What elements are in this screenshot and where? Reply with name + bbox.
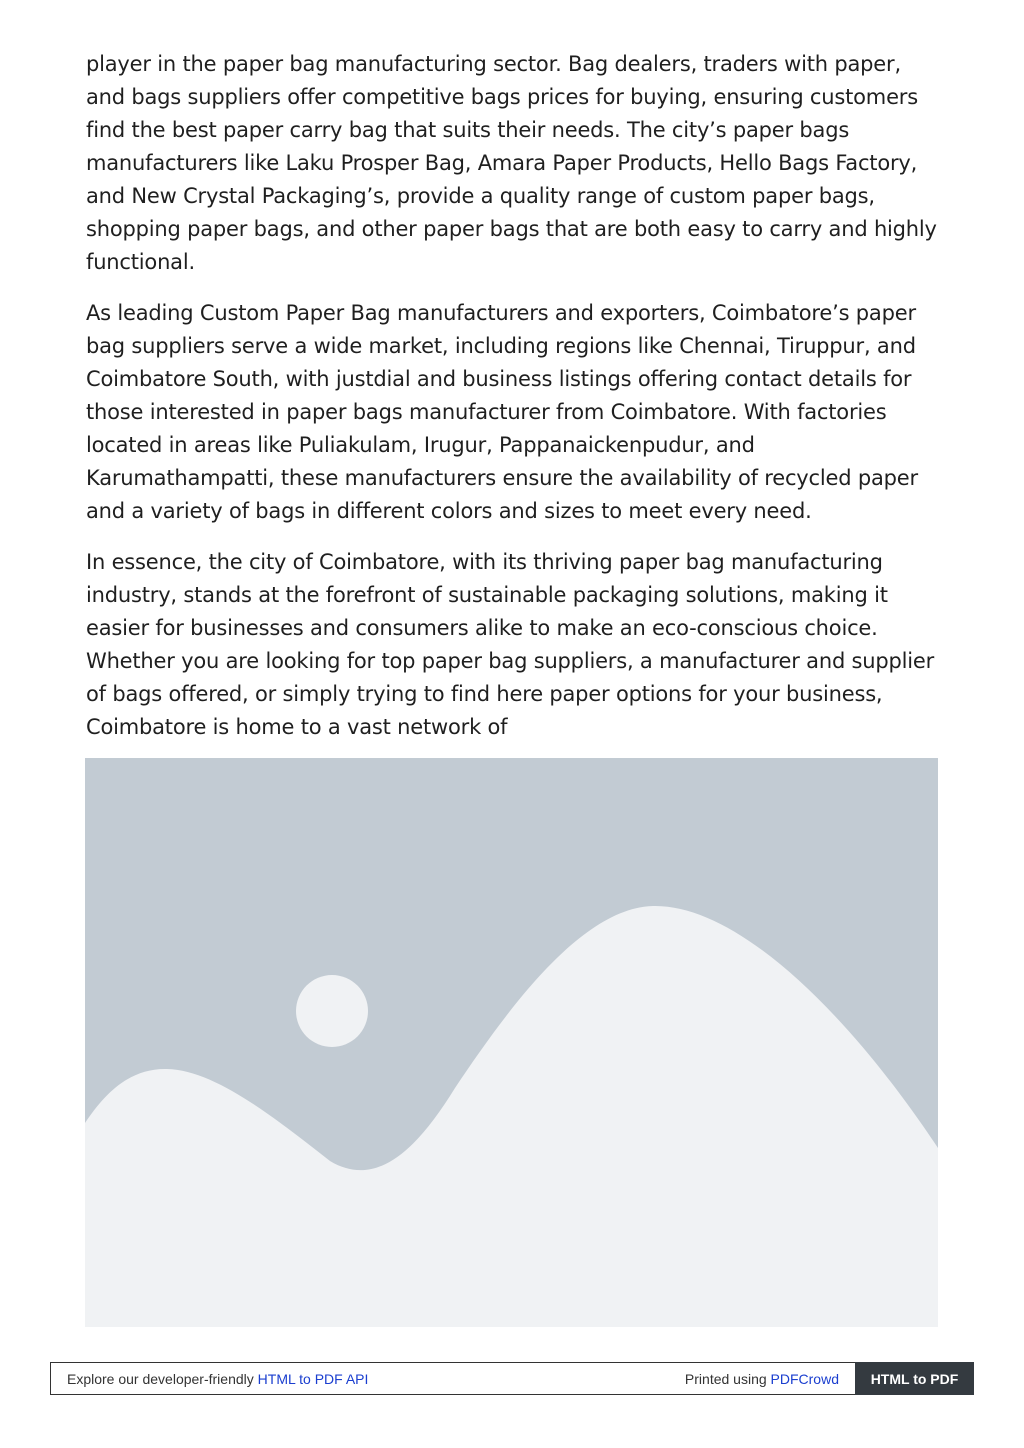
pdfcrowd-link[interactable]: PDFCrowd	[770, 1371, 839, 1387]
document-body	[86, 48, 938, 744]
pdf-footer-bar	[50, 1362, 974, 1395]
paragraph-3: In essence, the city of Coimbatore, with its thriving paper bag manufacturing industry, stands at the forefront of sustainable packaging solutions, making it easier for businesses and consumers alike to make an eco-conscious choice. Whether you are looking for top paper bag suppliers, a manufacturer and supplier of bags offered, or simply trying to find here paper options for your business, Coimbatore is home to a vast network of	[86, 550, 935, 739]
footer-explore-text: Explore our developer-friendly	[67, 1371, 258, 1387]
paragraph-2: As leading Custom Paper Bag manufacturers and exporters, Coimbatore’s paper bag suppliers serve a wide market, including regions like Chennai, Tiruppur, and Coimbatore South, with justdial and business listings offering contact details for those interested in paper bags manufacturer from Coimbatore. With factories located in areas like Puliakulam, Irugur, Pappanaickenpudur, and Karumathampatti, these manufacturers ensure the availability of recycled paper and a variety of bags in different colors and sizes to meet every need.	[86, 301, 918, 523]
footer-right-text	[685, 1371, 839, 1387]
sun-shape	[296, 975, 368, 1047]
paragraph-1: player in the paper bag manufacturing sector. Bag dealers, traders with paper, and bags suppliers offer competitive bags prices for buying, ensuring customers find the best paper carry bag that suits their needs. The city’s paper bags manufacturers like Laku Prosper Bag, Amara Paper Products, Hello Bags Factory, and New Crystal Packaging’s, provide a quality range of custom paper bags, shopping paper bags, and other paper bags that are both easy to carry and highly functional.	[86, 52, 937, 274]
footer-left-text	[67, 1371, 368, 1387]
html-to-pdf-badge-button[interactable]: HTML to PDF	[855, 1362, 974, 1395]
html-to-pdf-api-link[interactable]: HTML to PDF API	[257, 1371, 369, 1387]
image-placeholder-icon	[85, 758, 938, 1327]
image-placeholder	[85, 758, 938, 1327]
footer-printed-using-text: Printed using	[684, 1371, 771, 1387]
